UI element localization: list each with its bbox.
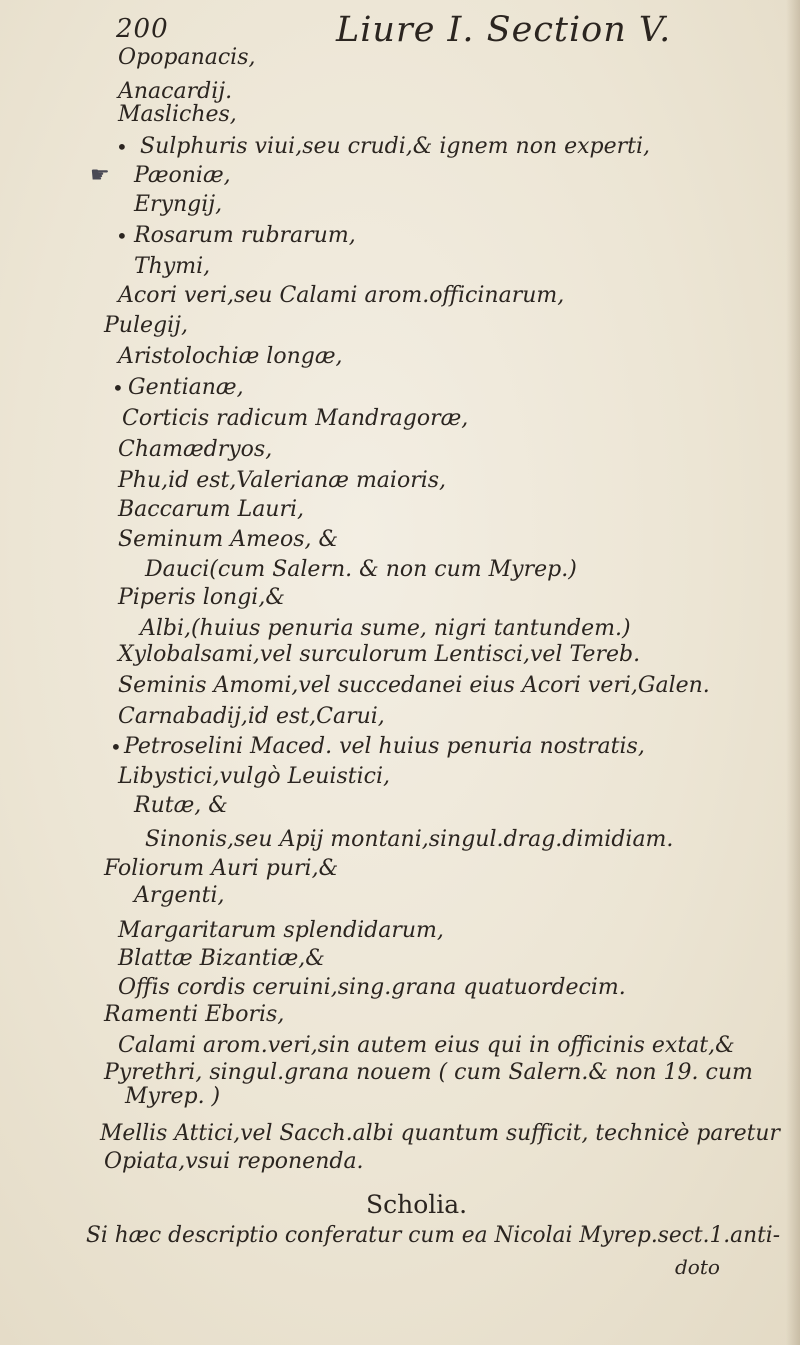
ingredient-line: Mellis Attici,vel Sacch.albi quantum sufficit, technicè paretur	[100, 1121, 780, 1146]
ingredient-line: Calami arom.veri,sin autem eius qui in officinis extat,&	[118, 1033, 735, 1058]
ingredient-line: Piperis longi,&	[118, 585, 285, 610]
ingredient-line: Sulphuris viui,seu crudi,& ignem non experti,	[140, 134, 651, 159]
ingredient-line: Dauci(cum Salern. & non cum Myrep.)	[145, 557, 577, 582]
ingredient-line: Foliorum Auri puri,&	[104, 856, 339, 881]
scholia-heading: Scholia.	[366, 1190, 468, 1219]
ingredient-line: Pyrethri, singul.grana nouem ( cum Salern.& non 19. cum	[104, 1060, 753, 1085]
ingredient-line: Rosarum rubrarum,	[134, 223, 356, 248]
ingredient-line: Anacardij.	[118, 79, 233, 104]
ingredient-line: Gentianæ,	[128, 375, 244, 400]
page-edge-shadow	[786, 0, 800, 1345]
ingredient-line: Albi,(huius penuria sume, nigri tantundem.)	[140, 616, 631, 641]
ingredient-line: Seminum Ameos, &	[118, 527, 339, 552]
ingredient-line: Offis cordis ceruini,sing.grana quatuordecim.	[118, 975, 626, 1000]
ingredient-line: Masliches,	[118, 102, 237, 127]
ingredient-line: Ramenti Eboris,	[104, 1002, 285, 1027]
ingredient-line: Margaritarum splendidarum,	[118, 918, 444, 943]
ingredient-line: Petroselini Maced. vel huius penuria nostratis,	[124, 734, 645, 759]
bullet-marker: •	[112, 376, 124, 400]
ingredient-line: Blattæ Bizantiæ,&	[118, 946, 325, 971]
catchword: doto	[675, 1255, 720, 1279]
ingredient-line: Baccarum Lauri,	[118, 497, 305, 522]
ingredient-line: Eryngij,	[134, 192, 223, 217]
ingredient-line: Rutæ, &	[134, 793, 228, 818]
bullet-marker: •	[116, 135, 128, 159]
page-number: 200	[116, 14, 169, 44]
ingredient-line: Opopanacis,	[118, 45, 256, 70]
ingredient-line: Opiata,vsui reponenda.	[104, 1149, 364, 1174]
ingredient-line: Pulegij,	[104, 313, 188, 338]
ingredient-line: Carnabadij,id est,Carui,	[118, 704, 385, 729]
ingredient-line: Myrep. )	[125, 1084, 221, 1109]
ingredient-line: Seminis Amomi,vel succedanei eius Acori veri,Galen.	[118, 673, 710, 698]
bullet-marker: •	[110, 735, 122, 759]
ingredient-line: Corticis radicum Mandragoræ,	[122, 406, 469, 431]
ingredient-line: Phu,id est,Valerianæ maioris,	[118, 468, 447, 493]
ingredient-line: Aristolochiæ longæ,	[118, 344, 343, 369]
running-title: Liure I. Section V.	[336, 10, 672, 50]
bullet-marker: •	[116, 224, 128, 248]
ingredient-line: Pæoniæ,	[134, 163, 231, 188]
ingredient-line: Libystici,vulgò Leuistici,	[118, 764, 390, 789]
ingredient-line: Acori veri,seu Calami arom.officinarum,	[118, 283, 565, 308]
ingredient-line: Xylobalsami,vel surculorum Lentisci,vel Tereb.	[118, 642, 641, 667]
ingredient-line: Chamædryos,	[118, 437, 273, 462]
hand-pointer-icon: ☛	[90, 163, 110, 188]
ingredient-line: Thymi,	[134, 254, 211, 279]
scholia-line: Si hæc descriptio conferatur cum ea Nicolai Myrep.sect.1.anti-	[86, 1223, 781, 1248]
ingredient-line: Sinonis,seu Apij montani,singul.drag.dimidiam.	[145, 827, 674, 852]
ingredient-line: Argenti,	[134, 883, 225, 908]
